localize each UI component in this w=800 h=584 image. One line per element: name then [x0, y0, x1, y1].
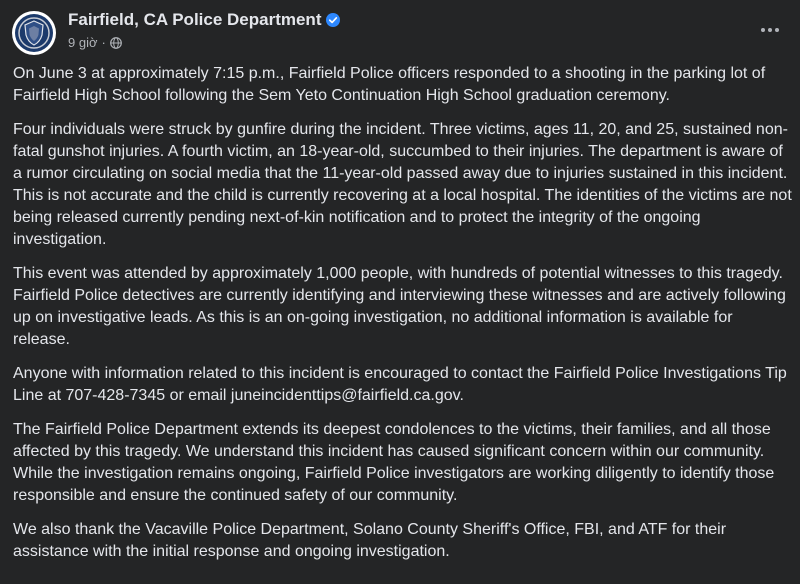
post-paragraph: Anyone with information related to this incident is encouraged to contact the Fairfield Police Investigations Tip Line at 707-428-7345 or email juneincidenttips@fairfield.ca.gov. [13, 365, 787, 404]
post-paragraph: This event was attended by approximately 1,000 people, with hundreds of potential witnesses to this tragedy. Fairfield Police detectives are currently identifying and interviewing these witnesses and are actively following up on investigative leads. As this is an on-going investigation, no additional information is available for release. [13, 265, 786, 348]
post-meta [68, 35, 122, 50]
post-body [13, 63, 793, 575]
more-options-icon [760, 27, 780, 33]
post-timestamp-link[interactable]: 9 giờ [68, 35, 98, 50]
post-paragraph: Four individuals were struck by gunfire during the incident. Three victims, ages 11, 20, and 25, sustained non-fatal gunshot injuries. A fourth victim, an 18-year-old, succumbed to their injuries. The department is aware of a rumor circulating on social media that the 11-year-old passed away due to injuries sustained in this incident. This is not accurate and the child is currently recovering at a local hospital. The identities of the victims are not being released currently pending next-of-kin notification and to protect the integrity of the ongoing investigation. [13, 121, 792, 248]
post-paragraph: We also thank the Vacaville Police Department, Solano County Sheriff's Office, FBI, and ATF for their assistance with the initial response and ongoing investigation. [13, 521, 727, 560]
more-options-button[interactable] [752, 16, 788, 44]
verified-badge-icon [326, 13, 340, 27]
meta-separator: · [101, 35, 106, 50]
police-badge-icon [14, 13, 54, 53]
page-name-link[interactable]: Fairfield, CA Police Department [68, 10, 322, 29]
post-header [0, 0, 800, 64]
post-paragraph: On June 3 at approximately 7:15 p.m., Fairfield Police officers responded to a shooting in the parking lot of Fairfield High School following the Sem Yeto Continuation High School graduation ceremony. [13, 65, 766, 104]
page-name-row [68, 10, 340, 30]
avatar[interactable] [12, 11, 56, 55]
globe-icon[interactable] [110, 37, 122, 49]
post-paragraph: The Fairfield Police Department extends its deepest condolences to the victims, their families, and all those affected by this tragedy. We understand this incident has caused significant concern within our community. While the investigation remains ongoing, Fairfield Police investigators are working diligently to identify those responsible and ensure the continued safety of our community. [13, 421, 775, 504]
